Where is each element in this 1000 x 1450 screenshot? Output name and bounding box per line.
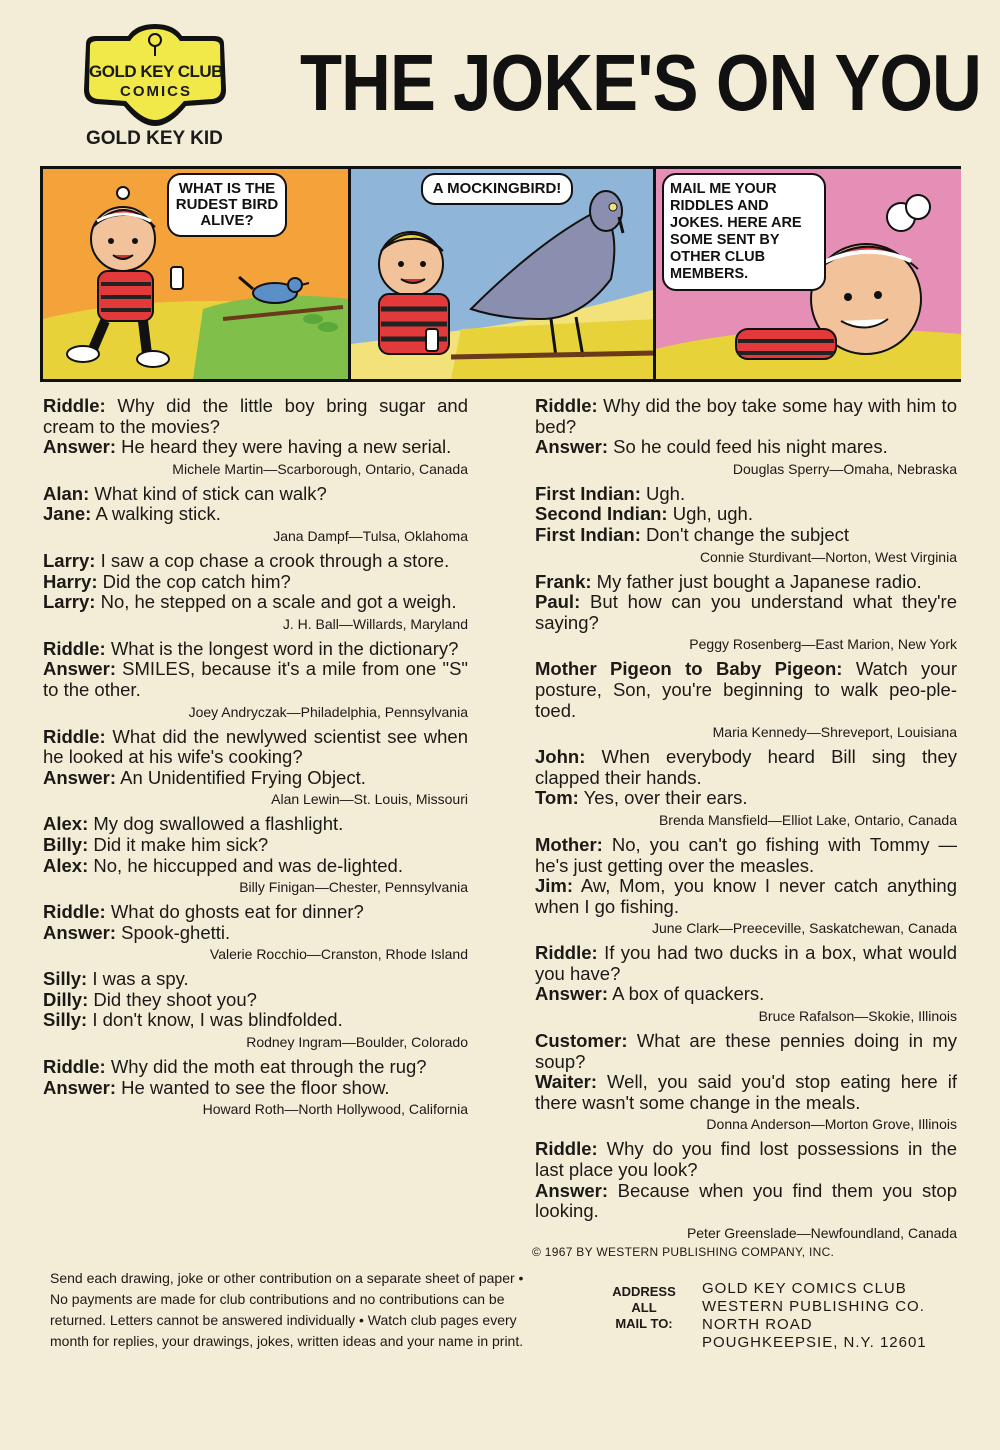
speaker-label: Harry:: [43, 570, 98, 592]
joke-entry: [43, 484, 468, 545]
joke-entry: [535, 1139, 957, 1241]
joke-text: When everybody heard Bill sing they clapped their hands.: [535, 746, 957, 788]
joke-line: [535, 659, 957, 721]
contributor-credit: Rodney Ingram—Boulder, Colorado: [246, 1034, 468, 1051]
joke-text: SMILES, because it's a mile from one "S" to the other.: [43, 658, 468, 700]
joke-entry: [535, 943, 957, 1025]
joke-text: What are these pennies doing in my soup?: [535, 1030, 957, 1072]
address-label: [610, 1284, 678, 1332]
joke-line: [43, 835, 468, 856]
contributor-credit: Bruce Rafalson—Skokie, Illinois: [758, 1008, 957, 1025]
speaker-label: Second Indian:: [535, 503, 668, 525]
joke-entry: [43, 1057, 468, 1118]
notice-line: month for replies, your drawings, jokes, written ideas and your name in print.: [50, 1333, 524, 1349]
address-label-line: ADDRESS: [612, 1284, 676, 1299]
speaker-label: Riddle:: [43, 1056, 106, 1078]
speaker-label: Answer:: [43, 436, 116, 458]
joke-line: [43, 484, 468, 505]
joke-line: [43, 990, 468, 1011]
speaker-label: John:: [535, 746, 586, 768]
joke-line: [43, 856, 468, 877]
comic-panel-2: [348, 169, 656, 379]
joke-line: [535, 984, 957, 1005]
joke-text: Ugh.: [640, 482, 686, 504]
address-label-line: MAIL TO:: [615, 1316, 673, 1331]
page-title: THE JOKE'S ON YOU: [300, 38, 981, 127]
joke-text: Spook-ghetti.: [116, 921, 231, 943]
contributor-credit: Peter Greenslade—Newfoundland, Canada: [686, 1224, 957, 1241]
speech-balloon-2: A MOCKINGBIRD!: [421, 173, 573, 205]
joke-entry: [535, 396, 957, 478]
address-line: NORTH ROAD: [702, 1316, 813, 1333]
joke-text: Did they shoot you?: [88, 988, 257, 1010]
speaker-label: Mother Pigeon to Baby Pigeon:: [535, 658, 843, 680]
joke-text: But how can you understand what they're saying?: [535, 591, 957, 633]
speaker-label: Answer:: [535, 436, 608, 458]
joke-line: [535, 835, 957, 876]
speaker-label: First Indian:: [535, 482, 641, 504]
joke-text: He heard they were having a new serial.: [116, 436, 452, 458]
gold-key-kid-label: GOLD KEY KID: [86, 128, 223, 149]
joke-text: What did the newlywed scientist see when he looked at his wife's cooking?: [43, 725, 468, 768]
speaker-label: Riddle:: [535, 395, 598, 416]
joke-entry: [535, 484, 957, 566]
joke-text: If you had two ducks in a box, what would you have?: [535, 942, 957, 984]
joke-text: What do ghosts eat for dinner?: [105, 901, 364, 923]
speaker-label: Silly:: [43, 1009, 88, 1031]
address-line: WESTERN PUBLISHING CO.: [702, 1298, 925, 1315]
joke-entry: [535, 747, 957, 829]
joke-text: I saw a cop chase a crook through a store.: [95, 549, 450, 571]
joke-entry: [43, 396, 468, 478]
joke-text: Don't change the subject: [640, 523, 850, 545]
speech-balloon-1: WHAT IS THE RUDEST BIRD ALIVE?: [167, 173, 287, 237]
contributor-credit: Peggy Rosenberg—East Marion, New York: [689, 636, 957, 653]
joke-line: [43, 923, 468, 944]
speaker-label: Alex:: [43, 813, 89, 835]
joke-line: [535, 1139, 957, 1180]
speaker-label: Mother:: [535, 833, 603, 855]
joke-text: A walking stick.: [91, 503, 221, 525]
joke-line: [535, 504, 957, 525]
joke-line: [43, 504, 468, 525]
joke-line: [535, 1181, 957, 1222]
joke-text: So he could feed his night mares.: [608, 436, 888, 458]
joke-text: Why do you find lost possessions in the last place you look?: [535, 1138, 957, 1181]
speaker-label: Alan:: [43, 482, 90, 504]
joke-line: [43, 639, 468, 660]
logo-text: GOLD KEY CLUB: [89, 62, 223, 81]
contributor-credit: Douglas Sperry—Omaha, Nebraska: [732, 460, 957, 477]
joke-text: Because when you find them you stop looking.: [535, 1179, 957, 1222]
speaker-label: Tom:: [535, 787, 579, 809]
joke-entry: [43, 727, 468, 809]
joke-text: No, you can't go fishing with Tommy — he's just getting over the measles.: [535, 833, 957, 876]
joke-line: [43, 727, 468, 768]
speaker-label: Silly:: [43, 968, 88, 990]
comic-panel-1: [43, 169, 348, 379]
jokes-left-column: [43, 396, 468, 1124]
joke-line: [43, 1057, 468, 1078]
joke-entry: [43, 551, 468, 633]
joke-text: A box of quackers.: [608, 983, 765, 1005]
joke-text: What is the longest word in the dictionary?: [105, 637, 459, 659]
joke-line: [535, 572, 957, 593]
speaker-label: Riddle:: [43, 395, 106, 416]
copyright-notice: © 1967 BY WESTERN PUBLISHING COMPANY, INC.: [532, 1245, 835, 1259]
speaker-label: Larry:: [43, 549, 96, 571]
joke-text: No, he hiccupped and was de-lighted.: [88, 854, 403, 876]
joke-entry: [535, 659, 957, 741]
joke-line: [535, 1031, 957, 1072]
joke-text: What kind of stick can walk?: [89, 482, 327, 504]
joke-text: My father just bought a Japanese radio.: [591, 570, 922, 592]
joke-text: Aw, Mom, you know I never catch anything when I go fishing.: [535, 875, 957, 917]
contributor-credit: Howard Roth—North Hollywood, California: [202, 1101, 468, 1118]
address-line: GOLD KEY COMICS CLUB: [702, 1280, 907, 1297]
joke-entry: [43, 639, 468, 721]
jokes-right-column: [535, 396, 957, 1248]
speaker-label: Answer:: [43, 658, 116, 680]
speaker-label: Larry:: [43, 591, 96, 613]
speaker-label: Answer:: [43, 766, 116, 788]
joke-line: [43, 768, 468, 789]
speaker-label: Dilly:: [43, 988, 89, 1010]
speaker-label: Riddle:: [43, 725, 106, 747]
address-label-line: ALL: [631, 1300, 657, 1315]
joke-text: Well, you said you'd stop eating here if there wasn't some change in the meals.: [535, 1071, 957, 1113]
address-line: POUGHKEEPSIE, N.Y. 12601: [702, 1334, 927, 1351]
joke-text: He wanted to see the floor show.: [116, 1076, 390, 1098]
contributor-credit: Donna Anderson—Morton Grove, Illinois: [706, 1116, 957, 1133]
speaker-label: Answer:: [43, 921, 116, 943]
joke-text: My dog swallowed a flashlight.: [88, 813, 344, 835]
speaker-label: Answer:: [535, 1179, 608, 1201]
speaker-label: Billy:: [43, 833, 89, 855]
contributor-credit: Billy Finigan—Chester, Pennsylvania: [239, 879, 468, 896]
contributor-credit: Connie Sturdivant—Norton, West Virginia: [699, 548, 957, 565]
contributor-credit: Maria Kennedy—Shreveport, Louisiana: [712, 724, 957, 741]
speech-balloon-3: MAIL ME YOUR RIDDLES AND JOKES. HERE ARE SOME SENT BY OTHER CLUB MEMBERS.: [662, 173, 826, 291]
joke-text: An Unidentified Frying Object.: [116, 766, 366, 788]
joke-entry: [535, 1031, 957, 1133]
joke-line: [535, 396, 957, 437]
joke-entry: [43, 969, 468, 1051]
joke-line: [535, 484, 957, 505]
speaker-label: Frank:: [535, 570, 592, 592]
contributor-credit: Alan Lewin—St. Louis, Missouri: [271, 791, 468, 808]
speaker-label: First Indian:: [535, 523, 641, 545]
joke-text: Watch your posture, Son, you're beginning to walk peo-ple-toed.: [535, 658, 957, 721]
contribution-notice: [50, 1268, 568, 1352]
joke-line: [43, 1010, 468, 1031]
joke-text: Did it make him sick?: [88, 833, 269, 855]
contributor-credit: Michele Martin—Scarborough, Ontario, Canada: [172, 460, 468, 477]
joke-line: [535, 876, 957, 917]
speaker-label: Alex:: [43, 854, 89, 876]
joke-text: I don't know, I was blindfolded.: [87, 1009, 343, 1031]
contributor-credit: Jana Dampf—Tulsa, Oklahoma: [273, 527, 468, 544]
joke-line: [43, 1078, 468, 1099]
joke-entry: [43, 902, 468, 963]
joke-entry: [535, 572, 957, 654]
speaker-label: Riddle:: [535, 1138, 598, 1160]
joke-text: Yes, over their ears.: [578, 787, 748, 809]
contributor-credit: J. H. Ball—Willards, Maryland: [282, 615, 468, 632]
joke-line: [43, 659, 468, 700]
speaker-label: Riddle:: [43, 637, 106, 659]
joke-line: [535, 943, 957, 984]
notice-line: No payments are made for club contributions and no contributions can be: [50, 1291, 505, 1307]
joke-line: [43, 551, 468, 572]
logo-subtext: COMICS: [120, 83, 192, 100]
joke-text: Why did the little boy bring sugar and cream to the movies?: [43, 395, 468, 437]
mailing-address: [702, 1280, 927, 1352]
joke-line: [43, 969, 468, 990]
speaker-label: Jane:: [43, 503, 92, 525]
joke-line: [535, 437, 957, 458]
speaker-label: Waiter:: [535, 1071, 598, 1093]
speaker-label: Customer:: [535, 1030, 628, 1052]
speaker-label: Answer:: [535, 983, 608, 1005]
joke-text: No, he stepped on a scale and got a weigh.: [95, 591, 457, 613]
joke-line: [43, 572, 468, 593]
speaker-label: Paul:: [535, 591, 581, 613]
comic-strip: [40, 166, 961, 382]
joke-text: Ugh, ugh.: [667, 503, 753, 525]
joke-line: [43, 592, 468, 613]
joke-entry: [535, 835, 957, 937]
notice-line: returned. Letters cannot be answered individually • Watch club pages every: [50, 1312, 517, 1328]
joke-line: [535, 788, 957, 809]
joke-line: [535, 525, 957, 546]
joke-text: Why did the boy take some hay with him to bed?: [535, 395, 957, 437]
contributor-credit: June Clark—Preeceville, Saskatchewan, Canada: [651, 920, 957, 937]
joke-line: [535, 747, 957, 788]
joke-text: Did the cop catch him?: [97, 570, 291, 592]
contributor-credit: Brenda Mansfield—Elliot Lake, Ontario, Canada: [658, 811, 957, 828]
joke-line: [43, 902, 468, 923]
joke-text: I was a spy.: [87, 968, 189, 990]
speaker-label: Jim:: [535, 875, 574, 897]
speaker-label: Riddle:: [43, 901, 106, 923]
speaker-label: Riddle:: [535, 942, 598, 964]
comic-panel-3: [653, 169, 961, 379]
joke-text: Why did the moth eat through the rug?: [105, 1056, 427, 1078]
joke-line: [535, 1072, 957, 1113]
notice-line: Send each drawing, joke or other contribution on a separate sheet of paper •: [50, 1270, 524, 1286]
joke-line: [43, 814, 468, 835]
contributor-credit: Joey Andryczak—Philadelphia, Pennsylvania: [188, 703, 468, 720]
contributor-credit: Valerie Rocchio—Cranston, Rhode Island: [209, 946, 468, 963]
joke-line: [535, 592, 957, 633]
joke-line: [43, 396, 468, 437]
joke-line: [43, 437, 468, 458]
joke-entry: [43, 814, 468, 896]
speaker-label: Answer:: [43, 1076, 116, 1098]
